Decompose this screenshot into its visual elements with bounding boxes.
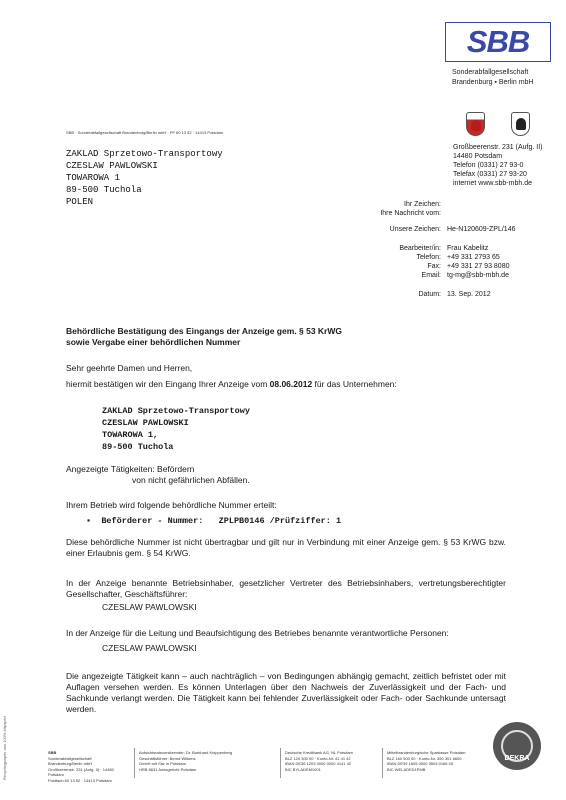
footer-text: Großbeerenstr. 231 (Aufg. II) · 14480 Potsdam <box>48 766 114 777</box>
footer-col-4 <box>387 750 489 772</box>
footer-text: BIC WELADED1PMB <box>387 766 426 772</box>
company-name-line2: Brandenburg ▪ Berlin mbH <box>452 79 534 86</box>
footer-text: SBB <box>48 750 57 755</box>
footer-text: Geschäftsführer: Bernd Wilkens <box>139 755 196 761</box>
bullet-icon: ▪ <box>86 516 92 526</box>
subject-line: sowie Vergabe einer behördlichen Nummer <box>66 337 241 347</box>
address-web: internet www.sbb-mbh.de <box>453 180 532 187</box>
company-name-line1: Sonderabfallgesellschaft <box>452 69 529 76</box>
footer-text: Sonderabfallgesellschaft Brandenburg/Berlin mbH <box>48 755 93 766</box>
subject-line: Behördliche Bestätigung des Eingangs der Anzeige gem. § 53 KrWG <box>66 326 342 336</box>
brandenburg-crest-icon <box>466 112 485 136</box>
footer-divider <box>280 748 281 778</box>
address-phone: Telefon (0331) 27 93-0 <box>453 162 524 169</box>
footer-text: BLZ 160 500 00 · Konto-Nr. 350 301 6600 <box>387 755 462 761</box>
recipient-line: POLEN <box>66 197 94 207</box>
footer-text: BIC BYLADEM1001 <box>285 766 321 772</box>
ref-label: Unsere Zeichen: <box>389 226 441 233</box>
confirm-date: 08.06.2012 <box>269 379 313 389</box>
ref-label: Ihr Zeichen: <box>404 201 441 208</box>
logo-text: SBB <box>466 24 530 59</box>
address-street: Großbeerenstr. 231 (Aufg. II) <box>453 144 543 151</box>
ref-value: Frau Kabelitz <box>447 245 489 252</box>
ref-label: Fax: <box>427 263 441 270</box>
sender-line: SBB · Sonderabfallgesellschaft Brandenburg/Berlin mbH · PF 60 13 52 · 14413 Potsdam <box>66 130 224 135</box>
ref-value: He-N120609-ZPL/146 <box>447 226 516 233</box>
footer-text: HRB 8631 Amtsgericht Potsdam <box>139 766 197 772</box>
footer-text: Deutsche Kreditbank AG, NL Potsdam <box>285 750 353 755</box>
company-block-line: 89-500 Tuchola <box>102 442 174 452</box>
address-city: 14480 Potsdam <box>453 153 503 160</box>
footer-col-3 <box>285 750 380 772</box>
recipient-line: CZESLAW PAWLOWSKI <box>66 161 158 171</box>
company-block-line: CZESLAW PAWLOWSKI <box>102 418 189 428</box>
ref-value: tg-mg@sbb-mbh.de <box>447 272 509 279</box>
recipient-line: TOWAROWA 1 <box>66 173 121 183</box>
dekra-badge-icon <box>493 722 541 770</box>
paragraph-responsible: In der Anzeige für die Leitung und Beaufsichtigung des Betriebes benannte verantwortliche Personen: <box>66 628 449 638</box>
footer-divider <box>134 748 135 778</box>
paragraph-conditions: Die angezeigte Tätigkeit kann – auch nachträglich – von Bedingungen abhängig gemacht, zeitlich befristet oder mit Auflagen versehen werden. Es können Unterlagen über den Nachweis der Zuverlässigkeit und der Fach- und Sachkunde verlangt werden. Die Tätigkeit kann bei fehlender Zuverlässigkeit oder Fach- oder Sachkunde untersagt werden. <box>66 671 506 714</box>
footer-text: Mittelbrandenburgische Sparkasse Potsdam <box>387 750 466 755</box>
company-block-line: TOWAROWA 1, <box>102 430 159 440</box>
footer-text: Aufsichtsratsvorsitzender: Dr. Burkhard Knippenberg <box>139 750 233 755</box>
ref-label: Bearbeiter/in: <box>399 245 441 252</box>
number-value: ZPLPB0146 /Prüfziffer: 1 <box>218 516 342 526</box>
ref-label: Email: <box>421 272 441 279</box>
dekra-label: DEKRA <box>504 755 530 762</box>
responsible-name: CZESLAW PAWLOWSKI <box>102 643 197 653</box>
activity-label: Angezeigte Tätigkeiten: Befördern <box>66 464 195 474</box>
ref-label: Ihre Nachricht vom: <box>380 210 441 217</box>
number-label: Beförderer - Nummer: <box>101 516 204 526</box>
footer-text: Postfach 60 13 52 · 14413 Potsdam <box>48 777 112 783</box>
berlin-crest-icon <box>511 112 530 136</box>
authority-number-line <box>86 516 506 527</box>
side-note: Recyclingpapier aus 100% Altpapier <box>2 715 7 780</box>
footer-col-1 <box>48 750 126 783</box>
paragraph-transfer: Diese behördliche Nummer ist nicht übertragbar und gilt nur in Verbindung mit einer Anzeige gem. § 53 KrWG bzw. einer Erlaubnis gem. § 54 KrWG. <box>66 537 506 558</box>
paragraph-owner: In der Anzeige benannte Betriebsinhaber, gesetzlicher Vertreter des Betriebsinhabers, vertretungsberechtigter Gesellschafter, Geschäftsführer: <box>66 578 506 599</box>
ref-value: +49 331 27 93 8080 <box>447 263 510 270</box>
recipient-line: 89-500 Tuchola <box>66 185 142 195</box>
owner-name: CZESLAW PAWLOWSKI <box>102 602 197 612</box>
footer-col-2 <box>139 750 269 772</box>
address-fax: Telefax (0331) 27 93-20 <box>453 171 527 178</box>
footer-text: BLZ 120 300 00 · Konto-Nr. 41 41 42 <box>285 755 351 761</box>
ref-value: 13. Sep. 2012 <box>447 291 491 298</box>
salutation: Sehr geehrte Damen und Herren, <box>66 363 193 373</box>
confirm-after: für das Unternehmen: <box>312 379 397 389</box>
footer-divider <box>382 748 383 778</box>
sbb-logo <box>445 22 551 62</box>
footer-text: GmbH mit Sitz in Potsdam <box>139 761 186 766</box>
confirm-sentence <box>66 379 506 390</box>
recipient-line: ZAKLAD Sprzetowo-Transportowy <box>66 149 223 159</box>
number-intro: Ihrem Betrieb wird folgende behördliche Nummer erteilt: <box>66 500 277 510</box>
confirm-before: hiermit bestätigen wir den Eingang Ihrer Anzeige vom <box>66 379 270 389</box>
company-block-line: ZAKLAD Sprzetowo-Transportowy <box>102 406 250 416</box>
ref-value: +49 331 2793 65 <box>447 254 500 261</box>
footer-text: IBAN DE39 1605 0000 3503 0166 00 <box>387 761 454 766</box>
footer-text: IBAN DE36 1203 0000 0000 4141 42 <box>285 761 352 766</box>
ref-label: Datum: <box>418 291 441 298</box>
ref-label: Telefon: <box>416 254 441 261</box>
activity-line2: von nicht gefährlichen Abfällen. <box>132 475 250 485</box>
